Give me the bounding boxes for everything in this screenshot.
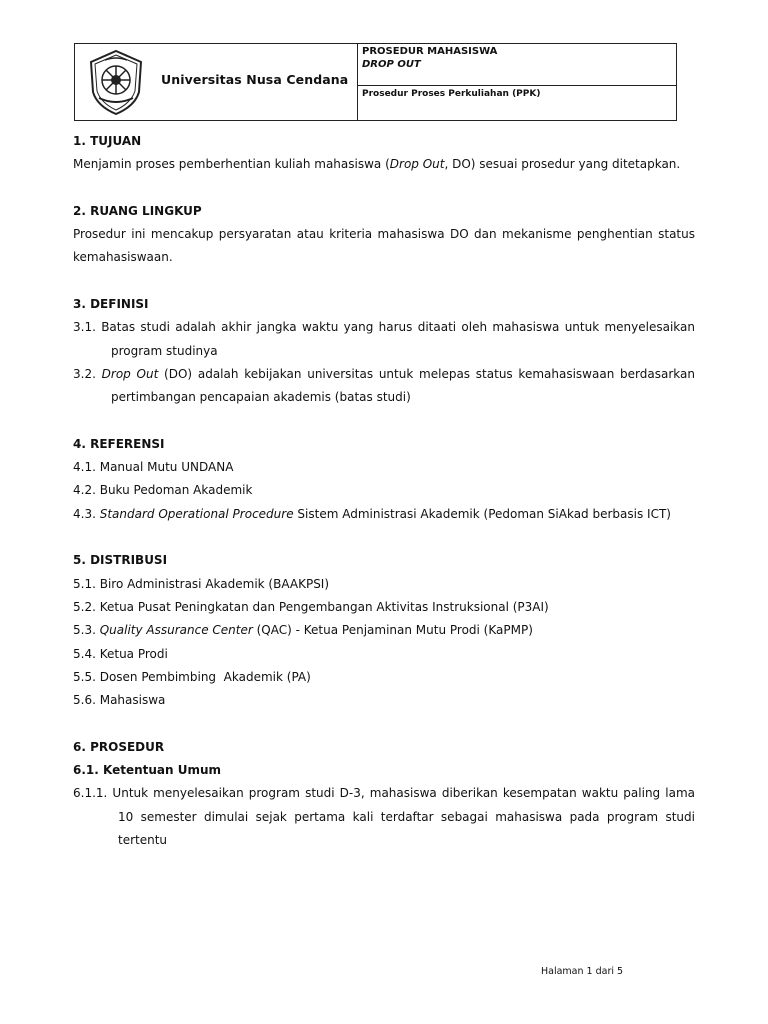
doc-title: PROSEDUR MAHASISWA [362,46,498,57]
distribusi-item-3-num: 5.3. [73,623,100,638]
section-heading-tujuan: 1. TUJUAN [73,134,142,148]
tujuan-text-post: , DO) sesuai prosedur yang ditetapkan. [444,157,681,172]
distribusi-item-1: 5.1. Biro Administrasi Akademik (BAAKPSI) [73,576,330,591]
distribusi-item-3 [73,619,695,642]
definisi-item-2-rest: (DO) adalah kebijakan universitas untuk melepas status kemahasiswaan berdasarkan pertimbangan pencapaian akademis (batas studi) [111,366,695,405]
distribusi-item-6: 5.6. Mahasiswa [73,693,166,708]
referensi-item-3-rest: Sistem Administrasi Akademik (Pedoman SiAkad berbasis ICT) [293,506,671,521]
doc-category: Prosedur Proses Perkuliahan (PPK) [362,89,541,99]
referensi-item-3-num: 4.3. [73,506,100,521]
document-header [74,43,677,121]
section-heading-ruang-lingkup: 2. RUANG LINGKUP [73,203,202,218]
header-right-cell [358,44,676,120]
referensi-item-3 [73,503,695,526]
tujuan-text [73,153,695,176]
university-name: Universitas Nusa Cendana [161,72,349,87]
tujuan-text-pre: Menjamin proses pemberhentian kuliah mahasiswa ( [73,157,390,172]
tujuan-text-italic: Drop Out [389,157,445,172]
section-heading-prosedur: 6. PROSEDUR [73,739,165,754]
section-heading-definisi: 3. DEFINISI [73,297,149,312]
referensi-item-1: 4.1. Manual Mutu UNDANA [73,460,234,475]
referensi-item-3-italic: Standard Operational Procedure [99,506,294,521]
distribusi-item-3-rest: (QAC) - Ketua Penjaminan Mutu Prodi (KaPMP) [252,623,533,638]
prosedur-subheading: 6.1. Ketentuan Umum [73,763,222,778]
definisi-item-2-italic: Drop Out [101,366,159,381]
distribusi-item-2: 5.2. Ketua Pusat Peningkatan dan Pengembangan Aktivitas Instruksional (P3AI) [73,599,549,614]
referensi-item-2: 4.2. Buku Pedoman Akademik [73,483,253,498]
page-number: Halaman 1 dari 5 [541,966,624,977]
document-body [73,130,695,852]
definisi-item-1: 3.1. Batas studi adalah akhir jangka waktu yang harus ditaati oleh mahasiswa untuk menyelesaikan program studinya [73,320,695,358]
distribusi-item-5: 5.5. Dosen Pembimbing Akademik (PA) [73,669,311,684]
prosedur-item-1: 6.1.1. Untuk menyelesaikan program studi D-3, mahasiswa diberikan kesempatan waktu paling lama 10 semester dimulai sejak pertama kali terdaftar sebagai mahasiswa pada program studi tertentu [73,786,695,847]
doc-subtitle: DROP OUT [362,59,421,70]
header-left-cell [75,44,358,120]
header-title-cell [358,44,676,86]
definisi-item-2 [73,363,695,410]
university-logo-icon [83,48,149,116]
definisi-item-2-num: 3.2. [73,366,102,381]
section-heading-distribusi: 5. DISTRIBUSI [73,553,168,568]
ruang-lingkup-text: Prosedur ini mencakup persyaratan atau kriteria mahasiswa DO dan mekanisme penghentian status kemahasiswaan. [73,227,695,265]
section-heading-referensi: 4. REFERENSI [73,436,165,451]
distribusi-item-4: 5.4. Ketua Prodi [73,646,168,661]
distribusi-item-3-italic: Quality Assurance Center [99,623,253,638]
